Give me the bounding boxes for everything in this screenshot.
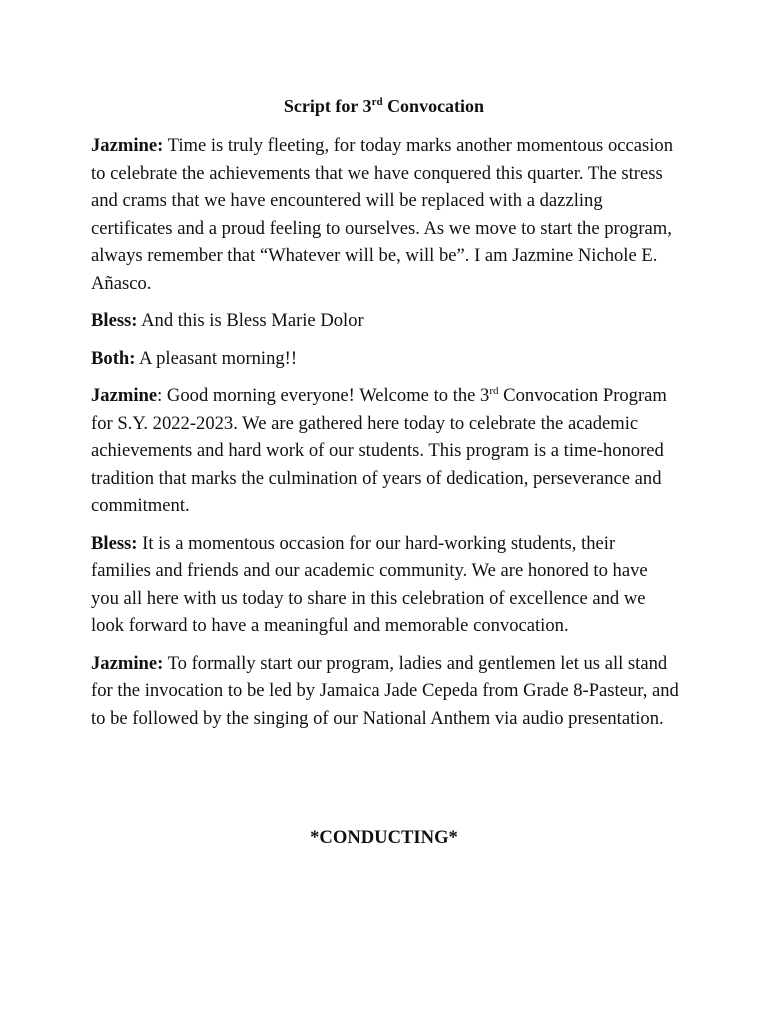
speaker-name: Bless:: [91, 532, 138, 554]
script-paragraph: [91, 650, 679, 733]
paragraph-text-continued: Convocation Program for S.Y. 2022-2023. We are gathered here today to celebrate the academic achievements and hard work of our students. This program is a time-honored tradition that marks the culmination of years of dedication, perseverance and commitment.: [91, 385, 667, 516]
script-paragraph: [91, 345, 679, 373]
script-body: [91, 132, 679, 742]
title-superscript: rd: [371, 96, 383, 108]
script-paragraph: [91, 132, 679, 297]
speaker-name: Jazmine:: [91, 652, 164, 674]
paragraph-text: To formally start our program, ladies and gentlemen let us all stand for the invocation to be led by Jamaica Jade Cepeda from Grade 8-Pasteur, and to be followed by the singing of our National Anthem via audio presentation.: [91, 652, 679, 729]
paragraph-text: It is a momentous occasion for our hard-working students, their families and friends and our academic community. We are honored to have you all here with us today to share in this celebration of excellence and we look forward to have a meaningful and memorable convocation.: [91, 532, 648, 636]
script-paragraph: [91, 382, 679, 520]
script-paragraph: [91, 307, 679, 335]
paragraph-text: Time is truly fleeting, for today marks another momentous occasion to celebrate the achievements that we have conquered this quarter. The stress and crams that we have encountered will be replaced with a dazzling certificates and a proud feeling to ourselves. As we move to start the program, always remember that “Whatever will be, will be”. I am Jazmine Nichole E. Añasco.: [91, 135, 673, 294]
speaker-name: Jazmine: [91, 385, 158, 406]
paragraph-text: And this is Bless Marie Dolor: [137, 310, 364, 331]
ordinal-superscript: rd: [489, 385, 499, 397]
script-paragraph: [91, 530, 679, 640]
paragraph-text: A pleasant morning!!: [135, 347, 298, 369]
document-title: [0, 94, 768, 118]
title-prefix: Script for 3: [283, 96, 372, 116]
speaker-name: Bless:: [91, 310, 138, 331]
speaker-name: Jazmine:: [91, 135, 164, 156]
speaker-name: Both:: [91, 347, 136, 369]
section-heading: *CONDUCTING*: [310, 827, 458, 848]
title-suffix: Convocation: [382, 96, 485, 116]
paragraph-text: : Good morning everyone! Welcome to the 3: [157, 385, 490, 406]
